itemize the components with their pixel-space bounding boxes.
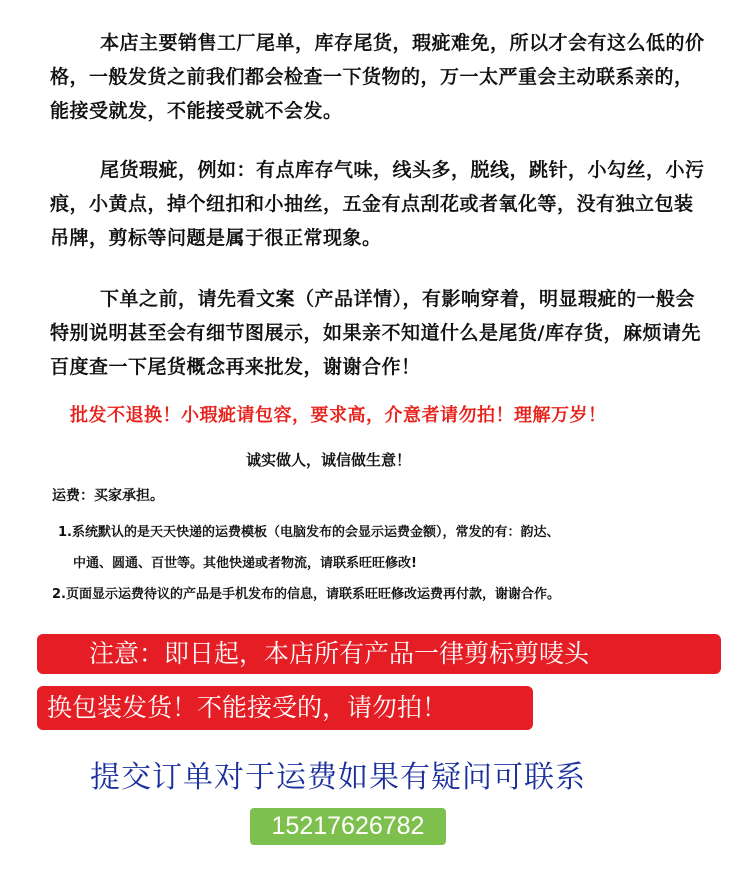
- intro-paragraph-3: [50, 282, 710, 384]
- notice-banner-line-1: 注意：即日起，本店所有产品一律剪标剪唛头: [37, 634, 721, 674]
- freight-rule-1: [58, 517, 718, 579]
- honesty-slogan: 诚实做人，诚信做生意！: [246, 451, 412, 469]
- freight-rule-1-line-2: 中通、圆通、百世等。其他快递或者物流，请联系旺旺修改!: [73, 556, 417, 571]
- intro-paragraph-2-text: 尾货瑕疵，例如：有点库存气味，线头多，脱线，跳针，小勾丝，小污痕，小黄点，掉个纽扣和小抽丝，五金有点刮花或者氧化等，没有独立包装吊牌，剪标等问题是属于很正常现象。: [50, 159, 705, 249]
- freight-title: 运费：买家承担。: [52, 488, 164, 504]
- intro-paragraph-3-text: 下单之前，请先看文案（产品详情），有影响穿着，明显瑕疵的一般会特别说明甚至会有细节图展示，如果亲不知道什么是尾货/库存货，麻烦请先百度查一下尾货概念再来批发，谢谢合作！: [50, 288, 701, 378]
- intro-paragraph-1-text: 本店主要销售工厂尾单，库存尾货，瑕疵难免，所以才会有这么低的价格，一般发货之前我们都会检查一下货物的，万一太严重会主动联系亲的，能接受就发，不能接受就不会发。: [50, 32, 705, 122]
- phone-number-badge[interactable]: 15217626782: [250, 808, 446, 845]
- no-return-warning: 批发不退换！小瑕疵请包容，要求高，介意者请勿拍！理解万岁！: [70, 405, 607, 426]
- freight-rule-2: 2.页面显示运费待议的产品是手机发布的信息，请联系旺旺修改运费再付款，谢谢合作。: [52, 587, 560, 602]
- freight-rule-1-line-1: 1.系统默认的是天天快递的运费模板（电脑发布的会显示运费金额），常发的有：韵达、: [58, 525, 560, 540]
- contact-prompt: 提交订单对于运费如果有疑问可联系: [90, 760, 586, 795]
- intro-paragraph-2: [50, 153, 710, 255]
- intro-paragraph-1: [50, 26, 710, 128]
- notice-banner-line-2: 换包装发货！不能接受的，请勿拍！: [37, 686, 533, 730]
